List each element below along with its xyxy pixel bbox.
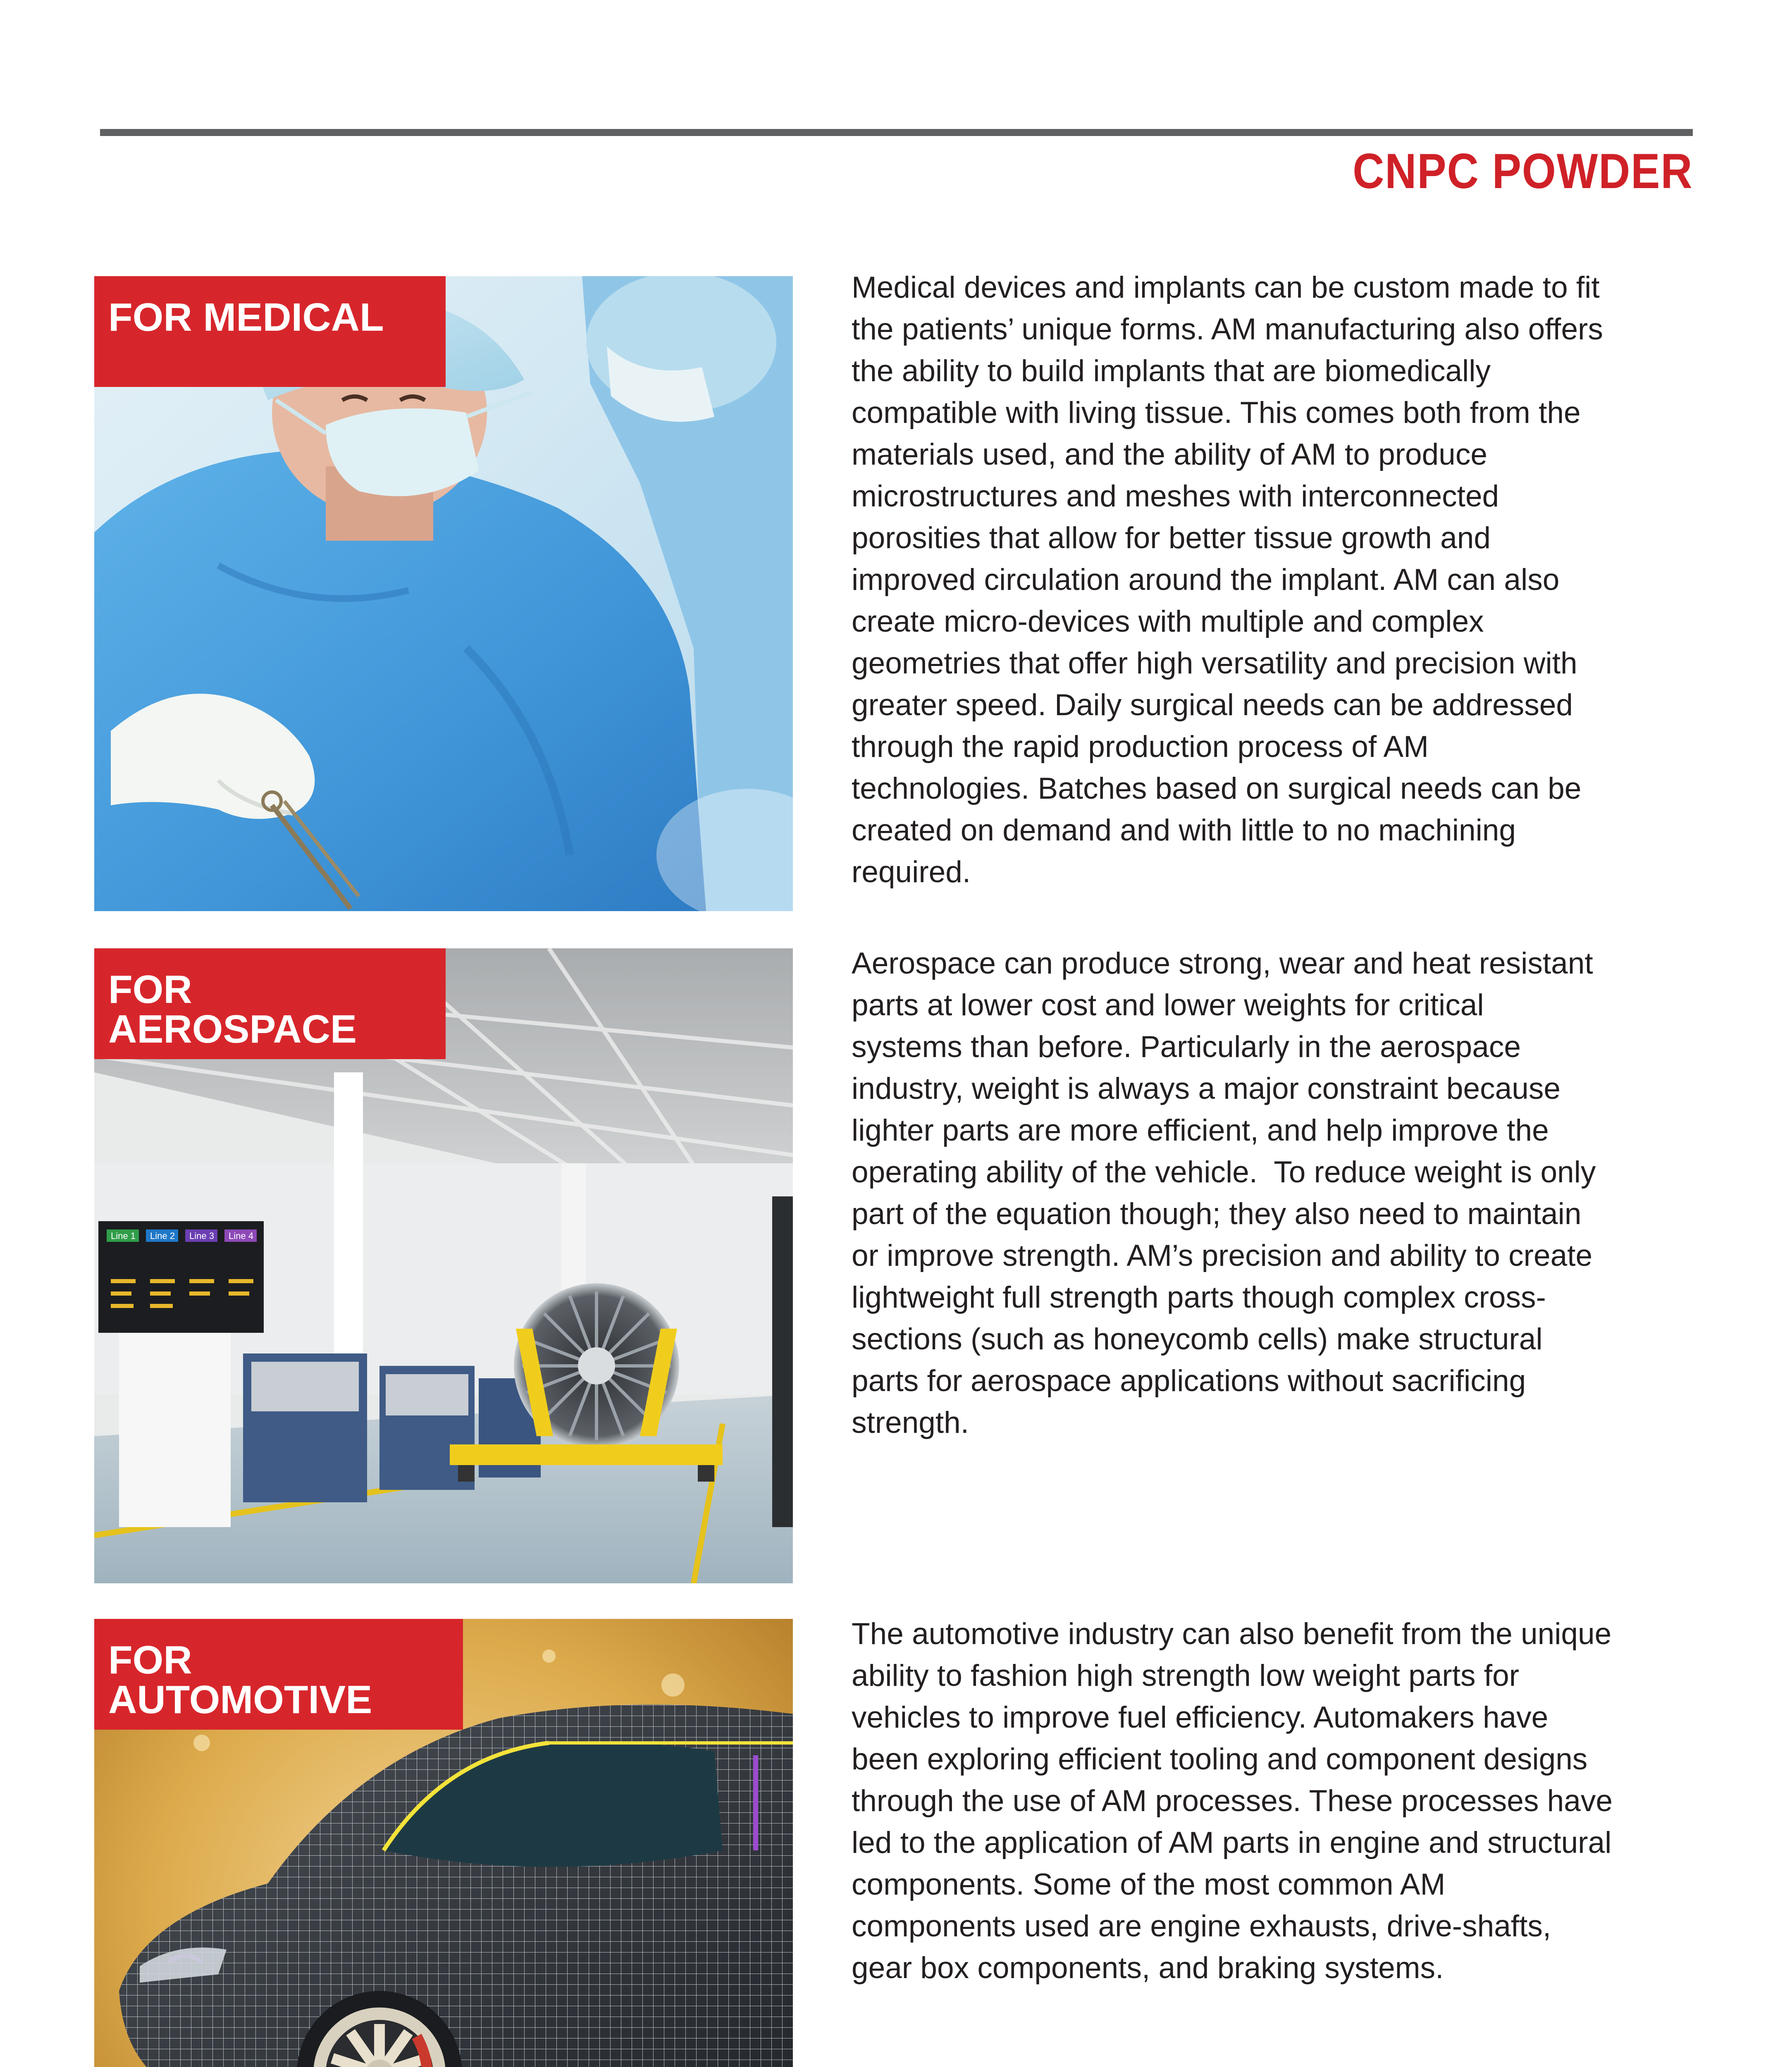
text-line: The automotive industry can also benefit from the unique — [852, 1617, 1612, 1651]
text-line: operating ability of the vehicle. To reduce weight is only — [852, 1155, 1596, 1189]
header-rule — [100, 129, 1693, 136]
text-line: parts at lower cost and lower weights for critical — [852, 988, 1484, 1022]
text-line: greater speed. Daily surgical needs can be addressed — [852, 688, 1573, 722]
text-line: parts for aerospace applications without sacrificing — [852, 1364, 1526, 1398]
text-line: materials used, and the ability of AM to produce — [852, 438, 1487, 471]
text-line: through the rapid production process of AM — [852, 730, 1429, 764]
text-line: Medical devices and implants can be custom made to fit — [852, 271, 1600, 304]
text-line: through the use of AM processes. These processes have — [852, 1784, 1613, 1818]
automotive-image — [94, 1619, 793, 2067]
text-line: the patients’ unique forms. AM manufacturing also offers — [852, 313, 1603, 346]
text-line: the ability to build implants that are biomedically — [852, 354, 1491, 388]
text-line: technologies. Batches based on surgical needs can be — [852, 772, 1582, 805]
text-line: porosities that allow for better tissue growth and — [852, 521, 1491, 555]
text-line: been exploring efficient tooling and component designs — [852, 1742, 1588, 1776]
brand-logo: CNPC POWDER — [1352, 143, 1693, 199]
text-line: geometries that offer high versatility and precision with — [852, 647, 1577, 680]
text-line: led to the application of AM parts in engine and structural — [852, 1826, 1612, 1859]
text-line: or improve strength. AM’s precision and ability to create — [852, 1239, 1593, 1272]
section-label-medical: FOR MEDICAL — [94, 276, 446, 387]
text-line: components used are engine exhausts, drive-shafts, — [852, 1909, 1551, 1943]
text-line: microstructures and meshes with interconnected — [852, 480, 1499, 513]
text-line: required. — [852, 855, 971, 889]
medical-body-text — [852, 267, 1616, 893]
text-line: part of the equation though; they also need to maintain — [852, 1197, 1582, 1231]
text-line: improved circulation around the implant. AM can also — [852, 563, 1560, 597]
text-line: vehicles to improve fuel efficiency. Automakers have — [852, 1701, 1549, 1734]
text-line: compatible with living tissue. This comes both from the — [852, 396, 1581, 430]
text-line: industry, weight is always a major constraint because — [852, 1072, 1561, 1105]
screen-label: Line 3 — [189, 1231, 214, 1241]
text-line: create micro-devices with multiple and complex — [852, 605, 1484, 638]
text-line: sections (such as honeycomb cells) make structural — [852, 1322, 1543, 1356]
aerospace-image — [94, 948, 793, 1583]
text-line: created on demand and with little to no machining — [852, 814, 1516, 847]
text-line: lightweight full strength parts though complex cross- — [852, 1281, 1546, 1314]
text-line: components. Some of the most common AM — [852, 1868, 1446, 1901]
aerospace-body-text — [852, 943, 1616, 1444]
text-line: systems than before. Particularly in the aerospace — [852, 1030, 1521, 1064]
text-line: ability to fashion high strength low weight parts for — [852, 1659, 1519, 1692]
screen-label: Line 2 — [150, 1231, 175, 1241]
text-line: gear box components, and braking systems. — [852, 1951, 1444, 1985]
text-line: strength. — [852, 1406, 969, 1439]
section-label-aerospace: FOR AEROSPACE — [94, 948, 446, 1059]
automotive-body-text — [852, 1613, 1616, 1989]
section-label-automotive: FOR AUTOMOTIVE — [94, 1619, 463, 1730]
text-line: lighter parts are more efficient, and help improve the — [852, 1114, 1549, 1147]
screen-label: Line 1 — [111, 1231, 136, 1241]
screen-label: Line 4 — [229, 1231, 253, 1241]
text-line: Aerospace can produce strong, wear and heat resistant — [852, 947, 1593, 980]
medical-image — [94, 276, 793, 911]
